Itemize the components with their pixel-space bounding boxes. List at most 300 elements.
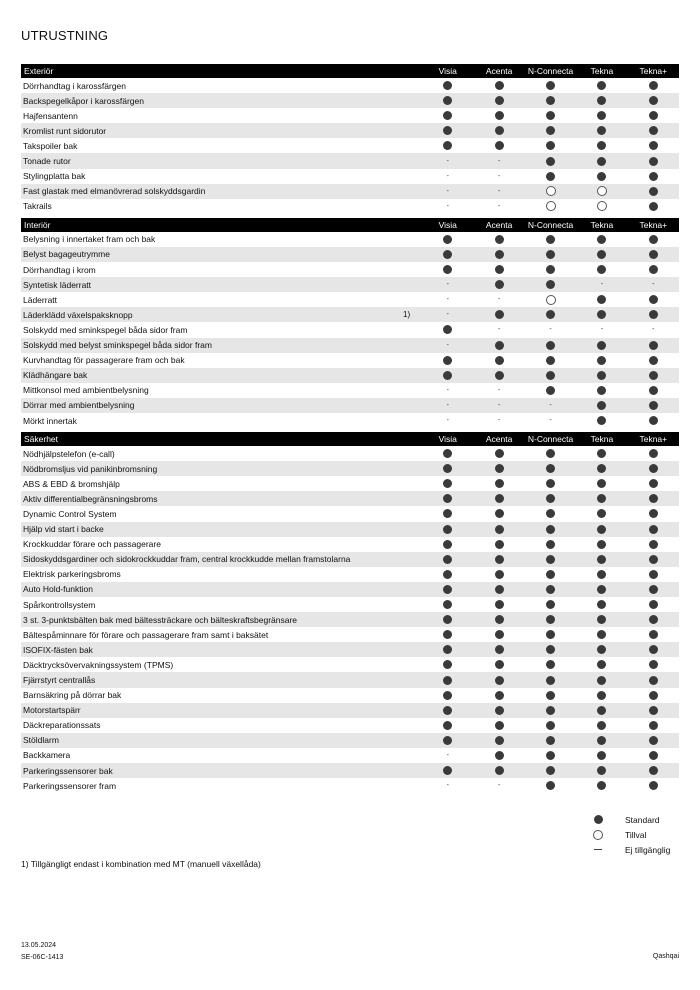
document-date: 13.05.2024	[21, 942, 57, 949]
availability-cell	[628, 555, 679, 564]
feature-text: Motorstartspärr	[23, 705, 81, 716]
availability-cell	[576, 555, 627, 564]
filled-dot-icon	[546, 766, 555, 775]
filled-dot-icon	[443, 449, 452, 458]
column-header: Tekna	[590, 434, 614, 445]
availability-cell	[628, 449, 679, 458]
filled-dot-icon	[443, 630, 452, 639]
availability-cell	[473, 585, 524, 594]
column-header: Tekna	[590, 219, 614, 230]
availability-cell	[473, 721, 524, 730]
availability-cell	[576, 570, 627, 579]
filled-dot-icon	[546, 250, 555, 259]
filled-dot-icon	[443, 96, 452, 105]
filled-dot-icon	[443, 570, 452, 579]
availability-cell	[473, 464, 524, 473]
availability-cell	[576, 201, 627, 211]
filled-dot-icon	[649, 706, 658, 715]
availability-cell	[628, 401, 679, 410]
filled-dot-icon	[597, 781, 606, 790]
filled-dot-icon	[495, 126, 504, 135]
filled-dot-icon	[546, 781, 555, 790]
filled-dot-icon	[443, 555, 452, 564]
availability-cell	[576, 509, 627, 518]
filled-dot-icon	[597, 449, 606, 458]
filled-dot-icon	[546, 81, 555, 90]
feature-label	[21, 705, 422, 715]
availability-cell	[525, 265, 576, 274]
dash-icon: -	[497, 157, 501, 165]
filled-dot-icon	[495, 585, 504, 594]
filled-dot-icon	[443, 721, 452, 730]
filled-dot-icon	[546, 235, 555, 244]
availability-cell	[576, 141, 627, 150]
feature-label	[21, 509, 422, 519]
availability-cell	[576, 479, 627, 488]
table-row	[21, 322, 679, 337]
availability-cell	[525, 585, 576, 594]
feature-label	[21, 630, 422, 640]
availability-cell	[628, 751, 679, 760]
feature-label	[21, 156, 422, 166]
availability-cell	[525, 630, 576, 639]
filled-dot-icon	[649, 310, 658, 319]
availability-cell	[473, 766, 524, 775]
availability-cell	[525, 706, 576, 715]
filled-dot-icon	[649, 386, 658, 395]
filled-dot-icon	[649, 600, 658, 609]
filled-dot-icon	[546, 280, 555, 289]
table-row	[21, 383, 679, 398]
availability-cell	[525, 736, 576, 745]
filled-dot-icon	[443, 585, 452, 594]
dash-icon: -	[446, 417, 449, 425]
filled-dot-icon	[495, 570, 504, 579]
availability-cell	[422, 600, 473, 609]
availability-cell	[576, 630, 627, 639]
availability-cell	[525, 201, 576, 211]
availability-cell	[473, 173, 524, 180]
filled-dot-icon	[649, 570, 658, 579]
availability-cell	[628, 525, 679, 534]
filled-dot-icon	[597, 736, 606, 745]
filled-dot-icon	[443, 691, 452, 700]
availability-cell	[473, 371, 524, 380]
availability-cell	[576, 81, 627, 90]
availability-cell	[628, 570, 679, 579]
feature-label	[21, 186, 422, 196]
feature-label	[21, 524, 422, 534]
availability-cell	[473, 141, 524, 150]
filled-dot-icon	[597, 509, 606, 518]
column-header: Visia	[438, 66, 457, 76]
feature-label	[21, 385, 422, 395]
filled-dot-icon	[495, 371, 504, 380]
filled-dot-icon	[495, 356, 504, 365]
filled-dot-icon	[649, 81, 658, 90]
filled-dot-icon	[495, 265, 504, 274]
availability-cell	[525, 509, 576, 518]
filled-dot-icon	[495, 691, 504, 700]
availability-cell	[422, 402, 473, 409]
availability-cell	[473, 479, 524, 488]
filled-dot-icon	[546, 126, 555, 135]
availability-cell	[473, 660, 524, 669]
filled-dot-icon	[597, 235, 606, 244]
table-row	[21, 413, 679, 428]
filled-dot-icon	[649, 494, 658, 503]
filled-dot-icon	[649, 341, 658, 350]
filled-dot-icon	[546, 157, 555, 166]
availability-cell	[422, 126, 473, 135]
availability-cell	[628, 706, 679, 715]
availability-cell	[628, 341, 679, 350]
column-header: Tekna+	[639, 219, 668, 230]
availability-cell	[422, 96, 473, 105]
dash-icon: -	[600, 281, 604, 289]
filled-dot-icon	[597, 356, 606, 365]
availability-cell	[473, 203, 524, 210]
table-row	[21, 247, 679, 262]
availability-cell	[422, 173, 473, 180]
availability-cell	[473, 265, 524, 274]
filled-dot-icon	[443, 600, 452, 609]
table-row	[21, 169, 679, 184]
feature-text: ABS & EBD & bromshjälp	[23, 478, 120, 489]
availability-cell	[525, 417, 576, 424]
feature-text: Fjärrstyrt centrallås	[23, 675, 96, 686]
feature-label	[21, 265, 422, 275]
filled-dot-icon	[597, 525, 606, 534]
filled-dot-icon	[597, 96, 606, 105]
availability-cell	[576, 449, 627, 458]
filled-dot-icon	[649, 111, 658, 120]
availability-cell	[473, 417, 524, 424]
dash-icon: -	[446, 341, 449, 349]
availability-cell	[576, 326, 627, 333]
availability-cell	[576, 676, 627, 685]
availability-cell	[525, 157, 576, 166]
availability-cell	[576, 310, 627, 319]
filled-dot-icon	[649, 172, 658, 181]
availability-cell	[576, 525, 627, 534]
availability-cell	[628, 250, 679, 259]
feature-text: Backkamera	[23, 750, 71, 761]
filled-dot-icon	[546, 371, 555, 380]
availability-cell	[473, 555, 524, 564]
availability-cell	[525, 766, 576, 775]
availability-cell	[576, 691, 627, 700]
availability-cell	[576, 736, 627, 745]
availability-cell	[422, 387, 473, 394]
feature-label	[21, 141, 422, 151]
filled-dot-icon	[597, 721, 606, 730]
table-row	[21, 522, 679, 537]
availability-cell	[525, 186, 576, 196]
availability-cell	[422, 615, 473, 624]
filled-dot-icon	[649, 630, 658, 639]
table-row	[21, 476, 679, 491]
filled-dot-icon	[495, 721, 504, 730]
availability-cell	[628, 187, 679, 196]
filled-dot-icon	[495, 494, 504, 503]
availability-cell	[422, 342, 473, 349]
availability-cell	[628, 721, 679, 730]
filled-dot-icon	[443, 111, 452, 120]
availability-cell	[576, 781, 627, 790]
section-title: Säkerhet	[24, 434, 59, 445]
table-row	[21, 763, 679, 778]
filled-dot-icon	[597, 555, 606, 564]
availability-cell	[473, 736, 524, 745]
filled-dot-icon	[546, 706, 555, 715]
feature-label	[21, 400, 422, 410]
availability-cell	[628, 172, 679, 181]
document-code: SE-06C-1413	[21, 954, 64, 961]
availability-cell	[473, 676, 524, 685]
feature-text: Barnsäkring på dörrar bak	[23, 690, 122, 701]
table-row	[21, 338, 679, 353]
filled-dot-icon	[443, 540, 452, 549]
filled-dot-icon	[546, 540, 555, 549]
filled-dot-icon	[649, 540, 658, 549]
availability-cell	[525, 645, 576, 654]
availability-cell	[576, 96, 627, 105]
availability-cell	[525, 449, 576, 458]
availability-cell	[628, 464, 679, 473]
availability-cell	[525, 172, 576, 181]
availability-cell	[628, 540, 679, 549]
feature-text: ISOFIX-fästen bak	[23, 644, 93, 655]
feature-text: Dörrhandtag i karossfärgen	[23, 80, 127, 91]
availability-cell	[473, 782, 524, 789]
filled-dot-icon	[546, 555, 555, 564]
feature-text: Mörkt innertak	[23, 415, 77, 426]
dash-icon: -	[549, 417, 552, 425]
filled-dot-icon	[597, 265, 606, 274]
filled-dot-icon	[649, 721, 658, 730]
availability-cell	[525, 676, 576, 685]
filled-dot-icon	[597, 81, 606, 90]
feature-label	[21, 325, 422, 335]
feature-label	[21, 554, 422, 564]
availability-cell	[422, 691, 473, 700]
dash-icon: -	[446, 386, 449, 394]
column-header: Tekna	[590, 66, 614, 76]
availability-cell	[473, 111, 524, 120]
feature-label	[21, 81, 422, 91]
filled-dot-icon	[443, 235, 452, 244]
filled-dot-icon	[443, 525, 452, 534]
availability-cell	[525, 280, 576, 289]
availability-cell	[576, 371, 627, 380]
filled-dot-icon	[546, 265, 555, 274]
feature-text: Parkeringssensorer fram	[23, 780, 117, 791]
availability-cell	[473, 310, 524, 319]
filled-dot-icon	[597, 615, 606, 624]
filled-dot-icon	[649, 509, 658, 518]
availability-cell	[525, 310, 576, 319]
table-row	[21, 733, 679, 748]
dash-icon: -	[497, 187, 501, 195]
filled-dot-icon	[597, 600, 606, 609]
feature-text: Hajfensantenn	[23, 110, 78, 121]
availability-cell	[422, 158, 473, 165]
availability-cell	[576, 540, 627, 549]
availability-cell	[525, 141, 576, 150]
availability-cell	[422, 706, 473, 715]
filled-dot-icon	[443, 265, 452, 274]
column-header: N-Connecta	[527, 66, 574, 76]
dash-icon: -	[600, 326, 604, 334]
availability-cell	[628, 615, 679, 624]
feature-text: Takspoiler bak	[23, 140, 78, 151]
availability-cell	[628, 736, 679, 745]
availability-cell	[576, 615, 627, 624]
availability-cell	[422, 356, 473, 365]
filled-dot-icon	[649, 781, 658, 790]
availability-cell	[525, 660, 576, 669]
availability-cell	[525, 371, 576, 380]
table-row	[21, 718, 679, 733]
filled-dot-icon	[597, 706, 606, 715]
filled-dot-icon	[443, 615, 452, 624]
table-row	[21, 703, 679, 718]
feature-text: Dynamic Control System	[23, 508, 117, 519]
filled-dot-icon	[597, 540, 606, 549]
table-row	[21, 506, 679, 521]
filled-dot-icon	[597, 691, 606, 700]
filled-dot-icon	[546, 172, 555, 181]
legend-standard	[588, 812, 670, 827]
dash-icon: -	[446, 172, 449, 180]
filled-dot-icon	[597, 111, 606, 120]
feature-label	[21, 539, 422, 549]
feature-text: Stöldlarm	[23, 735, 59, 746]
filled-dot-icon	[495, 509, 504, 518]
availability-cell	[422, 721, 473, 730]
availability-cell	[628, 691, 679, 700]
feature-text: Dörrhandtag i krom	[23, 264, 96, 275]
filled-dot-icon	[649, 265, 658, 274]
filled-dot-icon	[546, 751, 555, 760]
feature-text: Läderklädd växelspaksknopp	[23, 309, 133, 320]
feature-text: Kromlist runt sidorutor	[23, 125, 107, 136]
table-row	[21, 398, 679, 413]
dash-icon: -	[497, 172, 501, 180]
availability-cell	[576, 766, 627, 775]
dash-icon: -	[652, 326, 655, 334]
availability-cell	[473, 158, 524, 165]
page-title: UTRUSTNING	[21, 28, 109, 43]
dash-icon: -	[446, 157, 449, 165]
availability-cell	[525, 81, 576, 90]
filled-dot-icon	[546, 96, 555, 105]
availability-cell	[628, 326, 679, 333]
filled-dot-icon	[546, 615, 555, 624]
filled-dot-icon	[546, 494, 555, 503]
availability-cell	[576, 416, 627, 425]
filled-dot-icon	[495, 235, 504, 244]
availability-cell	[576, 600, 627, 609]
filled-dot-icon	[649, 660, 658, 669]
availability-cell	[473, 250, 524, 259]
feature-text: Däckreparationssats	[23, 720, 101, 731]
feature-label	[21, 234, 422, 244]
dash-icon: -	[446, 296, 449, 304]
availability-cell	[525, 402, 576, 409]
availability-cell	[576, 157, 627, 166]
availability-cell	[576, 295, 627, 304]
filled-dot-icon	[597, 660, 606, 669]
availability-cell	[473, 630, 524, 639]
section-header	[21, 64, 679, 78]
table-row	[21, 657, 679, 672]
column-header: Tekna+	[639, 66, 668, 76]
filled-dot-icon	[495, 540, 504, 549]
dash-icon: -	[549, 401, 552, 409]
availability-cell	[473, 540, 524, 549]
filled-dot-icon	[495, 310, 504, 319]
availability-cell	[525, 494, 576, 503]
filled-dot-icon	[443, 736, 452, 745]
hollow-circle-icon	[597, 201, 607, 211]
availability-cell	[422, 479, 473, 488]
filled-dot-icon	[443, 81, 452, 90]
feature-text: Elektrisk parkeringsbroms	[23, 569, 121, 580]
feature-text: 3 st. 3-punktsbälten bak med bältessträckare och bälteskraftsbegränsare	[23, 614, 298, 625]
feature-label	[21, 449, 422, 459]
availability-cell	[525, 111, 576, 120]
availability-cell	[576, 250, 627, 259]
availability-cell	[525, 781, 576, 790]
filled-dot-icon	[649, 691, 658, 700]
filled-dot-icon	[649, 464, 658, 473]
filled-dot-icon	[495, 630, 504, 639]
availability-cell	[473, 525, 524, 534]
feature-text: Klädhängare bak	[23, 370, 88, 381]
filled-dot-icon	[649, 676, 658, 685]
legend-standard-label: Standard	[625, 814, 660, 825]
feature-text: Auto Hold-funktion	[23, 584, 93, 595]
filled-dot-icon	[597, 676, 606, 685]
availability-cell	[628, 585, 679, 594]
availability-cell	[422, 111, 473, 120]
availability-cell	[422, 417, 473, 424]
feature-text: Belysning i innertaket fram och bak	[23, 234, 156, 245]
dash-icon: -	[497, 202, 501, 210]
availability-cell	[628, 781, 679, 790]
filled-dot-icon	[546, 479, 555, 488]
filled-dot-icon	[495, 449, 504, 458]
filled-dot-icon	[443, 126, 452, 135]
feature-text: Belyst bagageutrymme	[23, 249, 110, 260]
filled-dot-icon	[597, 371, 606, 380]
availability-cell	[628, 235, 679, 244]
filled-dot-icon	[597, 479, 606, 488]
filled-dot-icon	[649, 235, 658, 244]
legend	[588, 812, 670, 857]
filled-dot-icon	[597, 172, 606, 181]
filled-dot-icon	[546, 449, 555, 458]
availability-cell	[525, 386, 576, 395]
availability-cell	[628, 202, 679, 211]
feature-label	[21, 280, 422, 290]
feature-text: Solskydd med belyst sminkspegel båda sidor fram	[23, 340, 212, 351]
feature-text: Takrails	[23, 201, 52, 212]
table-row	[21, 491, 679, 506]
table-row	[21, 582, 679, 597]
